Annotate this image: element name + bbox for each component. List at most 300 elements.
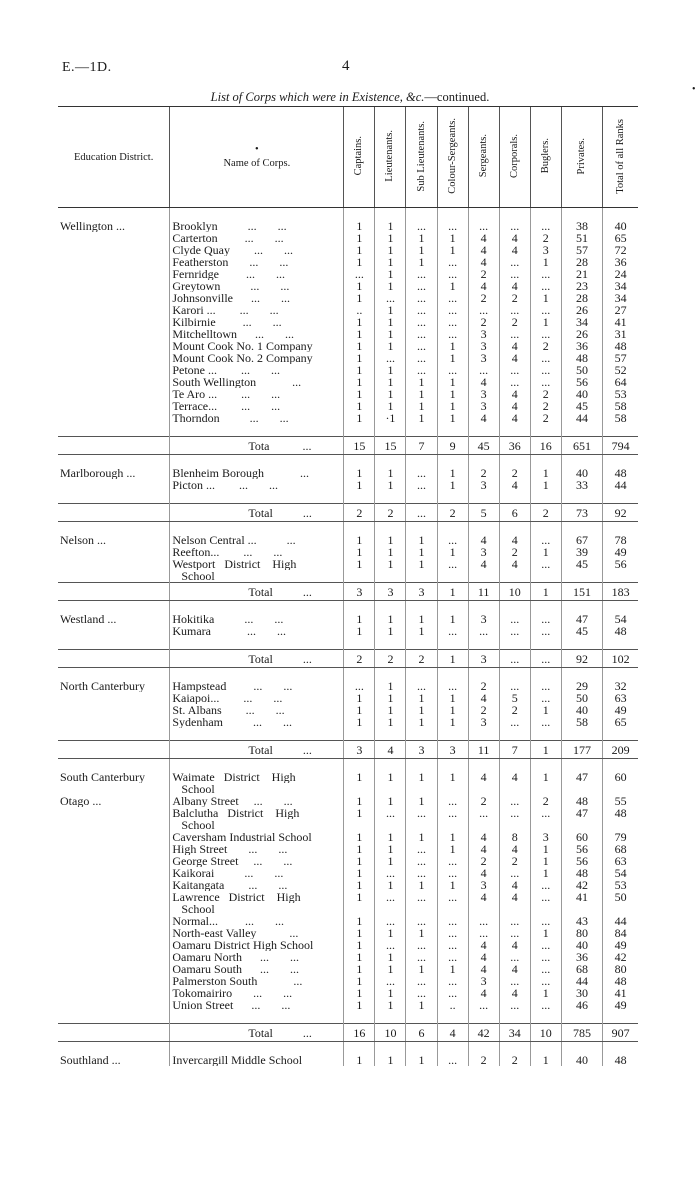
value-cell: 3: [406, 583, 437, 601]
value-cell: 72: [603, 244, 638, 256]
spacer-cell: [437, 601, 468, 614]
value-cell: [406, 783, 437, 795]
value-cell: ...: [437, 987, 468, 999]
value-cell: 56: [561, 843, 602, 855]
spacer-cell: [406, 208, 437, 221]
value-cell: 1: [344, 915, 375, 927]
district-cell: [58, 819, 170, 831]
value-cell: 1: [437, 843, 468, 855]
value-cell: 1: [375, 479, 406, 491]
spacer-cell: [170, 601, 344, 614]
spacer-cell: [603, 759, 638, 772]
value-cell: 4: [499, 771, 530, 783]
spacer-cell: [603, 491, 638, 504]
corps-name-cell: Kaitangata ... ...: [170, 879, 344, 891]
value-cell: 9: [437, 437, 468, 455]
value-cell: 4: [468, 891, 499, 903]
value-cell: ...: [499, 927, 530, 939]
value-cell: 1: [437, 771, 468, 783]
value-cell: 1: [344, 400, 375, 412]
value-cell: 1: [344, 364, 375, 376]
value-cell: 1: [530, 843, 561, 855]
value-cell: 1: [437, 244, 468, 256]
table-row: [58, 613, 638, 625]
value-cell: [437, 783, 468, 795]
value-cell: 4: [375, 741, 406, 759]
corps-name-cell: Union Street ... ...: [170, 999, 344, 1011]
value-cell: 4: [468, 256, 499, 268]
value-cell: 3: [406, 741, 437, 759]
value-cell: 67: [561, 534, 602, 546]
value-cell: 1: [344, 867, 375, 879]
value-cell: 50: [561, 692, 602, 704]
spacer-cell: [437, 759, 468, 772]
value-cell: 2: [499, 1054, 530, 1066]
table-row: [58, 999, 638, 1011]
spacer-cell: [603, 522, 638, 535]
value-cell: 1: [344, 316, 375, 328]
page-identifier: E.—1D.: [62, 60, 112, 75]
value-cell: 2: [499, 292, 530, 304]
district-cell: [58, 328, 170, 340]
value-cell: [530, 570, 561, 583]
spacer-cell: [499, 728, 530, 741]
value-cell: [561, 783, 602, 795]
value-cell: 34: [499, 1024, 530, 1042]
value-cell: ...: [530, 558, 561, 570]
value-cell: ...: [530, 939, 561, 951]
value-cell: [499, 903, 530, 915]
value-cell: [603, 783, 638, 795]
value-cell: 3: [344, 583, 375, 601]
value-cell: 1: [530, 256, 561, 268]
table-row: [58, 843, 638, 855]
spacer-cell: [58, 728, 170, 741]
spacer-cell: [406, 424, 437, 437]
table-row: [58, 951, 638, 963]
district-cell: [58, 388, 170, 400]
value-cell: 1: [406, 388, 437, 400]
district-cell: [58, 963, 170, 975]
value-cell: 1: [437, 963, 468, 975]
value-cell: 2: [375, 650, 406, 668]
value-cell: 40: [603, 220, 638, 232]
value-cell: [344, 819, 375, 831]
spacer-cell: [561, 522, 602, 535]
value-cell: 3: [468, 352, 499, 364]
value-cell: 92: [603, 504, 638, 522]
spacer-cell: [375, 522, 406, 535]
value-cell: 209: [603, 741, 638, 759]
value-cell: 1: [344, 939, 375, 951]
value-cell: 1: [344, 831, 375, 843]
corps-name-cell: Albany Street ... ...: [170, 795, 344, 807]
value-cell: [561, 819, 602, 831]
value-cell: 4: [468, 987, 499, 999]
value-cell: 68: [561, 963, 602, 975]
spacer-cell: [170, 455, 344, 468]
district-cell: [58, 951, 170, 963]
value-cell: ...: [499, 795, 530, 807]
spacer-cell: [344, 208, 375, 221]
value-cell: 52: [603, 364, 638, 376]
value-cell: 4: [499, 939, 530, 951]
value-cell: ...: [375, 891, 406, 903]
value-cell: 1: [344, 558, 375, 570]
value-cell: 1: [406, 1054, 437, 1066]
spacer-cell: [170, 208, 344, 221]
spacer-cell: [375, 491, 406, 504]
value-cell: ...: [499, 376, 530, 388]
district-cell: [58, 268, 170, 280]
table-row: [58, 915, 638, 927]
value-cell: 177: [561, 741, 602, 759]
table-title: [0, 90, 700, 105]
value-cell: 1: [530, 292, 561, 304]
value-cell: 1: [344, 891, 375, 903]
district-cell: [58, 352, 170, 364]
value-cell: 56: [561, 855, 602, 867]
spacer-cell: [58, 522, 170, 535]
value-cell: [375, 783, 406, 795]
spacer-cell: [406, 759, 437, 772]
district-cell: [58, 843, 170, 855]
value-cell: 4: [437, 1024, 468, 1042]
value-cell: 41: [561, 891, 602, 903]
spacer-cell: [406, 522, 437, 535]
value-cell: 53: [603, 879, 638, 891]
table-row: [58, 783, 638, 795]
spacer-cell: [375, 637, 406, 650]
table-row: [58, 244, 638, 256]
value-cell: ...: [499, 364, 530, 376]
spacer-cell: [437, 1042, 468, 1055]
value-cell: ...: [375, 292, 406, 304]
value-cell: 183: [603, 583, 638, 601]
table-row: [58, 328, 638, 340]
value-cell: 151: [561, 583, 602, 601]
value-cell: 5: [468, 504, 499, 522]
value-cell: ...: [499, 999, 530, 1011]
corps-name-cell: Nelson Central ... ...: [170, 534, 344, 546]
district-cell: [58, 304, 170, 316]
value-cell: ...: [406, 268, 437, 280]
value-cell: ...: [375, 352, 406, 364]
value-cell: ...: [406, 987, 437, 999]
value-cell: 84: [603, 927, 638, 939]
value-cell: 1: [375, 855, 406, 867]
value-cell: ...: [406, 855, 437, 867]
total-row: [58, 504, 638, 522]
spacer-cell: [58, 208, 170, 221]
value-cell: 4: [499, 963, 530, 975]
value-cell: 48: [603, 340, 638, 352]
value-cell: ...: [499, 680, 530, 692]
spacer-cell: [603, 455, 638, 468]
spacer-cell: [375, 1011, 406, 1024]
value-cell: 1: [530, 771, 561, 783]
value-cell: ...: [468, 364, 499, 376]
value-cell: ...: [530, 376, 561, 388]
spacer-cell: [468, 455, 499, 468]
value-cell: 4: [468, 692, 499, 704]
value-cell: [437, 819, 468, 831]
value-cell: 1: [406, 963, 437, 975]
spacer-cell: [406, 455, 437, 468]
value-cell: 2: [344, 650, 375, 668]
total-label: Total ...: [170, 650, 344, 668]
value-cell: ...: [530, 891, 561, 903]
value-cell: ...: [499, 915, 530, 927]
value-cell: 43: [561, 915, 602, 927]
value-cell: 4: [499, 843, 530, 855]
total-row: [58, 650, 638, 668]
value-cell: ...: [530, 915, 561, 927]
table-row: [58, 879, 638, 891]
spacer-cell: [530, 491, 561, 504]
spacer-cell: [58, 1011, 170, 1024]
value-cell: 1: [375, 704, 406, 716]
value-cell: 58: [561, 716, 602, 728]
value-cell: 1: [406, 927, 437, 939]
col-header-total-all-ranks: Total of all Ranks: [603, 107, 638, 208]
total-label: Total ...: [170, 583, 344, 601]
value-cell: ...: [406, 328, 437, 340]
value-cell: [603, 819, 638, 831]
value-cell: 3: [468, 613, 499, 625]
spacer-cell: [561, 208, 602, 221]
value-cell: 102: [603, 650, 638, 668]
value-cell: ...: [499, 625, 530, 637]
spacer-cell: [499, 208, 530, 221]
col-header-captains: Captains.: [344, 107, 375, 208]
value-cell: 1: [344, 771, 375, 783]
value-cell: 48: [603, 1054, 638, 1066]
value-cell: ·1: [375, 412, 406, 424]
table-row: [58, 692, 638, 704]
value-cell: ...: [437, 256, 468, 268]
spacer-cell: [603, 637, 638, 650]
table-row: [58, 1054, 638, 1066]
spacer-cell: [561, 455, 602, 468]
corps-name-cell: South Wellington ...: [170, 376, 344, 388]
value-cell: 34: [603, 280, 638, 292]
spacer-cell: [437, 522, 468, 535]
value-cell: ...: [468, 927, 499, 939]
spacer-cell: [530, 759, 561, 772]
value-cell: 794: [603, 437, 638, 455]
spacer-row: [58, 208, 638, 221]
value-cell: 1: [375, 467, 406, 479]
district-cell: [58, 704, 170, 716]
spacer-cell: [561, 1042, 602, 1055]
value-cell: 1: [437, 412, 468, 424]
value-cell: 80: [561, 927, 602, 939]
value-cell: 1: [530, 479, 561, 491]
spacer-row: [58, 491, 638, 504]
value-cell: [499, 570, 530, 583]
value-cell: 1: [344, 280, 375, 292]
value-cell: 2: [499, 704, 530, 716]
total-label: Total ...: [170, 1024, 344, 1042]
table-row: [58, 292, 638, 304]
value-cell: 16: [344, 1024, 375, 1042]
value-cell: 1: [406, 546, 437, 558]
spacer-cell: [344, 491, 375, 504]
district-cell: [58, 280, 170, 292]
value-cell: 2: [530, 412, 561, 424]
value-cell: 1: [406, 771, 437, 783]
value-cell: 15: [375, 437, 406, 455]
value-cell: 40: [561, 939, 602, 951]
table-title-suffix: —continued.: [424, 90, 490, 104]
value-cell: 2: [530, 795, 561, 807]
value-cell: 46: [561, 999, 602, 1011]
value-cell: ..: [344, 304, 375, 316]
value-cell: 4: [499, 244, 530, 256]
value-cell: 1: [530, 867, 561, 879]
corps-name-cell: Balclutha District High: [170, 807, 344, 819]
value-cell: 1: [344, 987, 375, 999]
value-cell: ...: [530, 534, 561, 546]
value-cell: 4: [499, 987, 530, 999]
table-row: [58, 412, 638, 424]
district-cell: [58, 903, 170, 915]
value-cell: ...: [437, 939, 468, 951]
value-cell: 60: [603, 771, 638, 783]
district-cell: [58, 412, 170, 424]
value-cell: ...: [406, 951, 437, 963]
value-cell: 48: [603, 975, 638, 987]
col-header-privates: Privates.: [561, 107, 602, 208]
district-cell: [58, 939, 170, 951]
value-cell: 2: [530, 232, 561, 244]
spacer-cell: [499, 668, 530, 681]
district-cell: [58, 891, 170, 903]
spacer-cell: [561, 491, 602, 504]
value-cell: 1: [375, 220, 406, 232]
value-cell: 1: [406, 244, 437, 256]
value-cell: 3: [530, 244, 561, 256]
spacer-cell: [344, 522, 375, 535]
spacer-cell: [344, 424, 375, 437]
value-cell: ...: [530, 268, 561, 280]
spacer-cell: [406, 1042, 437, 1055]
value-cell: 80: [603, 963, 638, 975]
value-cell: 39: [561, 546, 602, 558]
value-cell: 3: [468, 328, 499, 340]
value-cell: [406, 819, 437, 831]
value-cell: 92: [561, 650, 602, 668]
spacer-cell: [437, 728, 468, 741]
value-cell: ...: [437, 304, 468, 316]
value-cell: ...: [499, 328, 530, 340]
value-cell: 1: [406, 376, 437, 388]
table-row: [58, 534, 638, 546]
value-cell: 1: [375, 304, 406, 316]
table-row: [58, 831, 638, 843]
value-cell: 42: [561, 879, 602, 891]
value-cell: 65: [603, 716, 638, 728]
corps-name-cell: Picton ... ... ...: [170, 479, 344, 491]
spacer-row: [58, 601, 638, 614]
value-cell: ...: [530, 220, 561, 232]
value-cell: 4: [468, 376, 499, 388]
value-cell: ...: [530, 975, 561, 987]
value-cell: 5: [499, 692, 530, 704]
value-cell: 1: [375, 558, 406, 570]
value-cell: [499, 819, 530, 831]
spacer-cell: [58, 759, 170, 772]
spacer-row: [58, 455, 638, 468]
table-row: [58, 987, 638, 999]
table-row: [58, 939, 638, 951]
corps-name-cell: School: [170, 783, 344, 795]
value-cell: 1: [530, 704, 561, 716]
spacer-cell: [375, 668, 406, 681]
value-cell: 1: [344, 546, 375, 558]
district-cell: [58, 376, 170, 388]
value-cell: 48: [561, 867, 602, 879]
spacer-cell: [344, 455, 375, 468]
value-cell: ...: [344, 268, 375, 280]
value-cell: 2: [437, 504, 468, 522]
table-row: [58, 220, 638, 232]
value-cell: 1: [530, 927, 561, 939]
value-cell: ...: [437, 975, 468, 987]
district-cell: Southland ...: [60, 1054, 121, 1066]
value-cell: 6: [499, 504, 530, 522]
value-cell: 4: [499, 400, 530, 412]
spacer-row: [58, 668, 638, 681]
value-cell: ...: [437, 795, 468, 807]
value-cell: 1: [406, 534, 437, 546]
table-row: [58, 903, 638, 915]
value-cell: ...: [530, 304, 561, 316]
value-cell: 1: [375, 316, 406, 328]
corps-name-cell: School: [170, 570, 344, 583]
col-header-corporals: Corporals.: [499, 107, 530, 208]
spacer-cell: [561, 637, 602, 650]
value-cell: ...: [499, 951, 530, 963]
value-cell: 2: [468, 292, 499, 304]
spacer-cell: [603, 668, 638, 681]
value-cell: [468, 783, 499, 795]
value-cell: ...: [468, 915, 499, 927]
value-cell: ...: [468, 304, 499, 316]
value-cell: 3: [468, 479, 499, 491]
value-cell: 1: [344, 256, 375, 268]
value-cell: 1: [530, 583, 561, 601]
spacer-cell: [561, 759, 602, 772]
value-cell: 41: [603, 987, 638, 999]
header-row: [58, 107, 638, 208]
table-row: [58, 891, 638, 903]
value-cell: 1: [437, 583, 468, 601]
value-cell: 2: [375, 504, 406, 522]
table-body: [58, 208, 638, 1067]
value-cell: ...: [530, 879, 561, 891]
value-cell: 33: [561, 479, 602, 491]
value-cell: 1: [406, 412, 437, 424]
spacer-cell: [603, 728, 638, 741]
spacer-cell: [406, 637, 437, 650]
spacer-cell: [58, 637, 170, 650]
value-cell: 1: [406, 716, 437, 728]
district-cell: Westland ...: [60, 613, 117, 625]
value-cell: [530, 783, 561, 795]
value-cell: 1: [437, 692, 468, 704]
